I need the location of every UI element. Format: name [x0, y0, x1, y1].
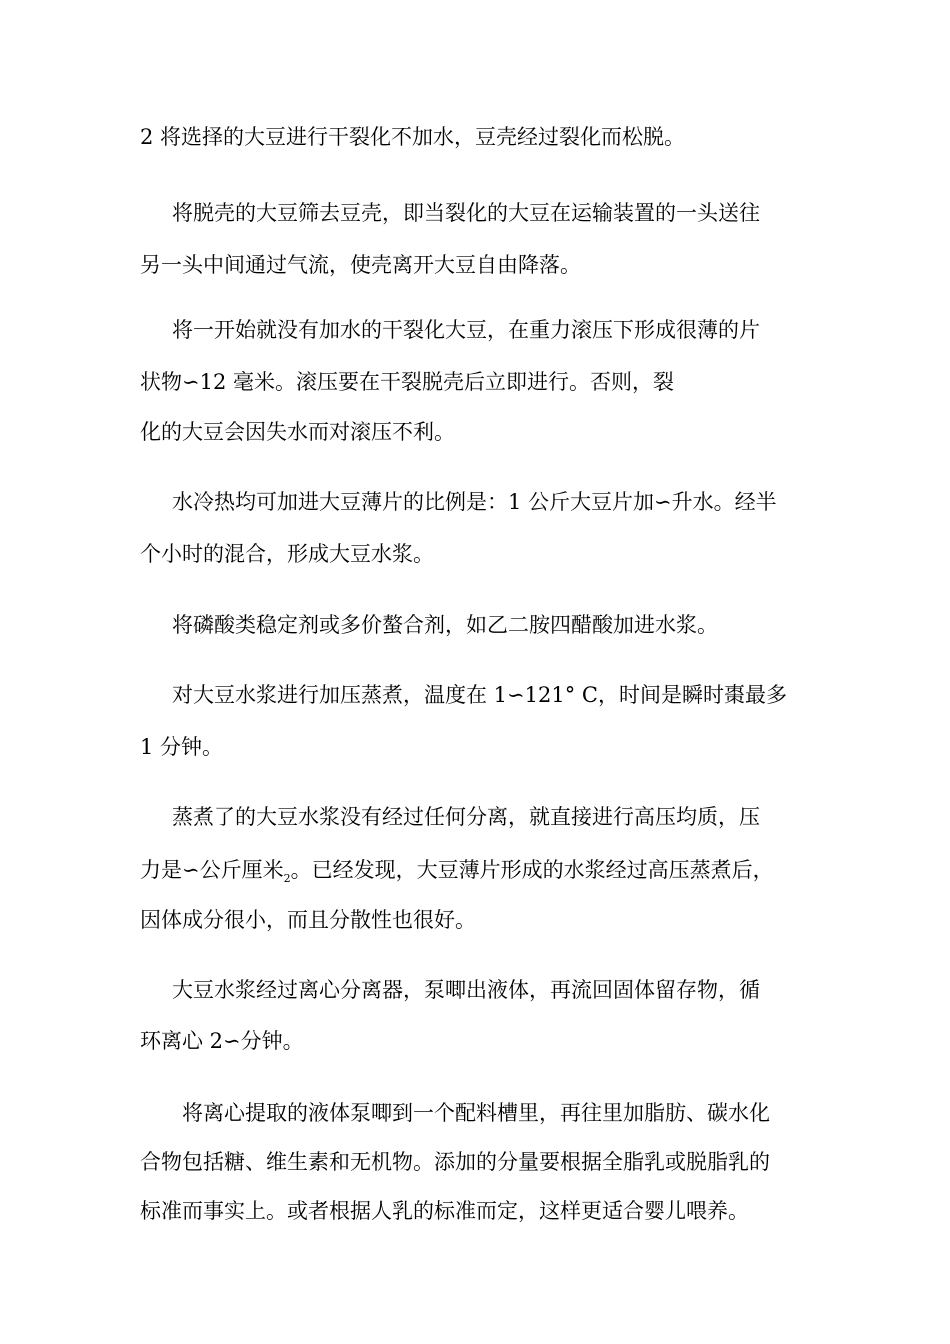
- paragraph-1-line-1: 2 将选择的大豆进行干裂化不加水，豆壳经过裂化而松脱。: [140, 125, 686, 149]
- paragraph-7-line-3: 因体成分很小，而且分散性也很好。: [140, 908, 476, 932]
- subscript-2: 2: [283, 872, 291, 885]
- paragraph-4-line-1: 水冷热均可加进大豆薄片的比例是：1 公斤大豆片加∽升水。经半: [172, 490, 777, 514]
- paragraph-9-line-2: 合物包括糖、维生素和无机物。添加的分量要根据全脂乳或脱脂乳的: [140, 1150, 770, 1174]
- paragraph-6-line-2: 1 分钟。: [140, 735, 224, 759]
- paragraph-3-line-2: 状物∽12 毫米。滚压要在干裂脱壳后立即进行。否则，裂: [140, 370, 674, 394]
- paragraph-3-line-3: 化的大豆会因失水而对滚压不利。: [140, 420, 455, 444]
- paragraph-7-line-2-start: 力是∽公斤厘米: [140, 858, 284, 882]
- paragraph-5-line-1: 将磷酸类稳定剂或多价螯合剂，如乙二胺四醋酸加进水浆。: [172, 613, 718, 637]
- paragraph-7-line-2-end: 。已经发现，大豆薄片形成的水浆经过高压蒸煮后，: [290, 858, 774, 882]
- paragraph-3-line-1: 将一开始就没有加水的干裂化大豆，在重力滚压下形成很薄的片: [172, 318, 760, 342]
- paragraph-2-line-1: 将脱壳的大豆筛去豆壳，即当裂化的大豆在运输装置的一头送往: [172, 201, 760, 225]
- paragraph-2-line-2: 另一头中间通过气流，使壳离开大豆自由降落。: [140, 253, 581, 277]
- paragraph-9-line-3: 标准而事实上。或者根据人乳的标准而定，这样更适合婴儿喂养。: [140, 1199, 749, 1223]
- paragraph-4-line-2: 个小时的混合，形成大豆水浆。: [140, 542, 434, 566]
- paragraph-8-line-2: 环离心 2∽分钟。: [140, 1029, 304, 1053]
- paragraph-7-line-2: [140, 856, 774, 888]
- paragraph-8-line-1: 大豆水浆经过离心分离器，泵唧出液体，再流回固体留存物，循: [172, 978, 760, 1002]
- paragraph-9-line-1: 将离心提取的液体泵唧到一个配料槽里，再往里加脂肪、碳水化: [182, 1101, 770, 1125]
- paragraph-7-line-1: 蒸煮了的大豆水浆没有经过任何分离，就直接进行高压均质，压: [172, 805, 760, 829]
- paragraph-6-line-1: 对大豆水浆进行加压蒸煮，温度在 1∽121° C，时间是瞬时棗最多: [172, 683, 787, 707]
